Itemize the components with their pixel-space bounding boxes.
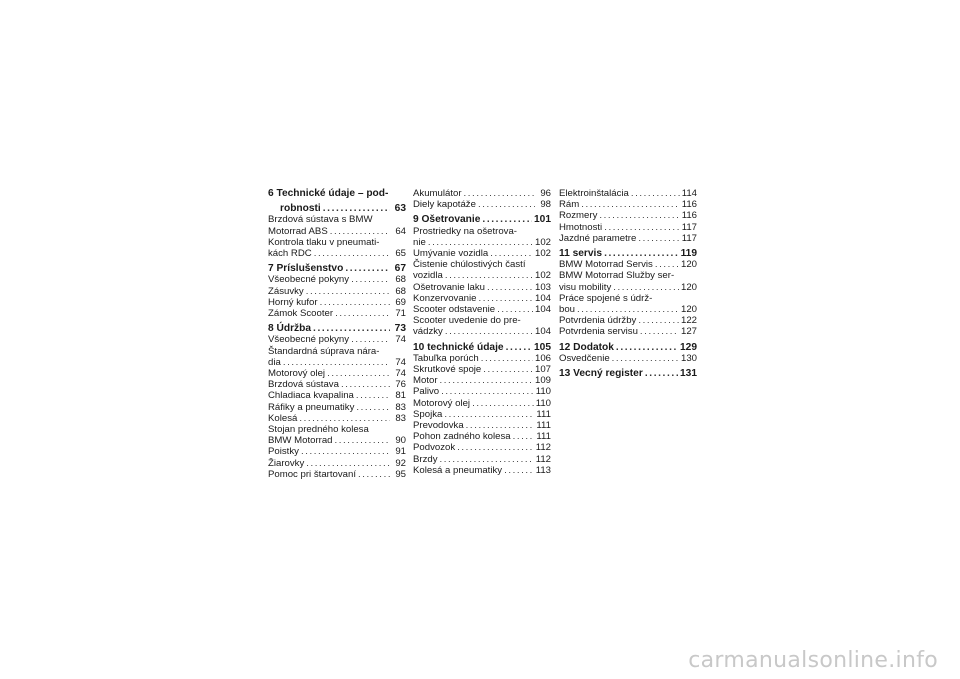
dot-leader	[314, 248, 390, 259]
entry-title: Scooter odstavenie	[413, 304, 496, 316]
dot-leader	[356, 402, 390, 413]
entry-title: Zásuvky	[268, 285, 304, 297]
entry-title: dia	[268, 356, 281, 368]
dot-leader	[616, 342, 678, 353]
dot-leader	[645, 368, 678, 379]
toc-entry[interactable]	[559, 353, 697, 364]
dot-leader	[613, 282, 679, 293]
dot-leader	[444, 409, 534, 420]
toc-entry[interactable]	[413, 326, 551, 337]
dot-leader	[457, 442, 534, 453]
dot-leader	[513, 431, 535, 442]
toc-entry[interactable]	[413, 386, 551, 397]
chapter-entry[interactable]	[559, 342, 697, 353]
page-number: 103	[534, 281, 551, 293]
page-number: 131	[680, 368, 697, 380]
dot-leader	[638, 233, 679, 244]
page-number: 63	[394, 203, 406, 215]
page-number: 104	[534, 304, 551, 316]
chapter-entry[interactable]	[268, 323, 406, 334]
dot-leader	[481, 353, 533, 364]
page-number: 67	[394, 263, 406, 275]
entry-title: 13 Vecný register	[559, 368, 643, 380]
toc-column-3	[559, 188, 697, 379]
toc-entry[interactable]	[559, 259, 697, 270]
dot-leader	[306, 286, 390, 297]
page-number: 71	[395, 308, 406, 320]
dot-leader	[478, 199, 535, 210]
entry-title: Spojka	[413, 408, 443, 420]
page-number: 69	[395, 296, 406, 308]
dot-leader	[301, 446, 390, 457]
page-number: 122	[680, 315, 697, 327]
page-number: 102	[534, 270, 551, 282]
toc-entry[interactable]	[559, 188, 697, 199]
entry-title: Elektroinštalácia	[559, 188, 629, 199]
dot-leader	[445, 326, 533, 337]
dot-leader	[299, 413, 390, 424]
toc-entry[interactable]	[413, 293, 551, 304]
entry-title: Jazdné parametre	[559, 232, 637, 244]
page-number: 120	[680, 281, 697, 293]
entry-title: Diely kapotáže	[413, 199, 476, 211]
toc-column-2	[413, 188, 551, 476]
toc-entry[interactable]	[268, 297, 406, 308]
toc-entry-text: Prostriedky na ošetrova-	[413, 225, 517, 237]
page-number: 129	[680, 341, 697, 353]
toc-entry[interactable]	[559, 304, 697, 315]
entry-title: Motor	[413, 375, 438, 387]
page-number: 73	[394, 323, 406, 335]
toc-entry[interactable]	[413, 304, 551, 315]
page-number: 74	[395, 334, 406, 346]
entry-title: Zámok Scooter	[268, 308, 334, 320]
page-number: 127	[680, 326, 697, 338]
dot-leader	[504, 465, 534, 476]
page-number: 83	[395, 412, 406, 424]
watermark: carmanualsonline.info	[688, 648, 938, 673]
entry-title: bou	[559, 304, 576, 316]
page-number: 111	[536, 408, 551, 420]
page-number: 116	[681, 199, 697, 211]
toc-entry[interactable]	[268, 286, 406, 297]
toc-entry[interactable]	[413, 248, 551, 259]
entry-title: Kolesá	[268, 412, 298, 424]
toc-entry[interactable]	[268, 368, 406, 379]
dot-leader	[335, 435, 390, 446]
toc-entry[interactable]	[413, 409, 551, 420]
toc-entry[interactable]	[413, 282, 551, 293]
toc-entry-text: Stojan predného kolesa	[268, 424, 369, 436]
toc-column-1	[268, 188, 406, 480]
toc-entry[interactable]	[413, 420, 551, 431]
toc-entry[interactable]	[268, 226, 406, 237]
toc-entry[interactable]	[559, 326, 697, 337]
page-number: 102	[534, 248, 551, 260]
dot-leader	[356, 390, 390, 401]
entry-title: Horný kufor	[268, 296, 318, 308]
dot-leader	[577, 304, 679, 315]
page-number: 65	[395, 248, 406, 260]
toc-entry-text: Práce spojené s údrž-	[559, 292, 653, 304]
toc-entry[interactable]	[268, 248, 406, 259]
page-number: 107	[534, 364, 551, 376]
dot-leader	[440, 375, 533, 386]
entry-title: Umývanie vozidla	[413, 248, 489, 260]
toc-entry[interactable]	[268, 308, 406, 319]
dot-leader	[313, 323, 390, 334]
dot-leader	[466, 420, 535, 431]
entry-title: Motorrad ABS	[268, 225, 328, 237]
dot-leader	[335, 308, 390, 319]
entry-title: Skrutkové spoje	[413, 364, 482, 376]
entry-title: Tabuľka porúch	[413, 352, 479, 364]
toc-entry[interactable]	[268, 379, 406, 390]
entry-title: 8 Údržba	[268, 323, 312, 335]
entry-title: Kolesá a pneumatiky	[413, 464, 503, 476]
dot-leader	[283, 357, 390, 368]
dot-leader	[483, 364, 533, 375]
dot-leader	[464, 188, 535, 199]
page-number: 130	[680, 352, 697, 364]
chapter-entry[interactable]	[413, 342, 551, 353]
entry-title: nie	[413, 236, 426, 248]
page-number: 74	[395, 368, 406, 380]
dot-leader	[640, 326, 679, 337]
entry-title: Akumulátor	[413, 188, 462, 199]
toc-entry[interactable]	[268, 357, 406, 368]
toc-entry[interactable]	[559, 210, 697, 221]
toc-entry[interactable]	[268, 402, 406, 413]
toc-entry[interactable]	[413, 270, 551, 281]
toc-entry[interactable]	[268, 390, 406, 401]
toc-entry[interactable]	[413, 454, 551, 465]
page-number: 112	[535, 453, 551, 465]
entry-title: Pohon zadného kolesa	[413, 431, 511, 443]
page-number: 117	[681, 232, 697, 244]
dot-leader	[440, 454, 534, 465]
dot-leader	[330, 226, 390, 237]
entry-title: Podvozok	[413, 442, 456, 454]
page-number: 90	[395, 435, 406, 447]
page-number: 96	[540, 188, 551, 199]
dot-leader	[428, 237, 533, 248]
toc-entry[interactable]	[413, 199, 551, 210]
entry-title: Potvrdenia údržby	[559, 315, 637, 327]
dot-leader	[472, 398, 534, 409]
toc-entry[interactable]	[413, 237, 551, 248]
entry-title: BMW Motorrad Servis	[559, 259, 653, 271]
entry-title: Všeobecné pokyny	[268, 334, 350, 346]
toc-entry[interactable]	[268, 446, 406, 457]
page-number: 111	[536, 420, 551, 432]
entry-title: Prevodovka	[413, 420, 464, 432]
toc-entry-text: Scooter uvedenie do pre-	[413, 315, 521, 327]
toc-entry[interactable]	[413, 353, 551, 364]
page-number: 109	[534, 375, 551, 387]
dot-leader	[604, 248, 679, 259]
entry-title: Osvedčenie	[559, 352, 610, 364]
entry-title: Chladiaca kvapalina	[268, 390, 354, 402]
dot-leader	[478, 293, 533, 304]
toc-entry[interactable]	[413, 375, 551, 386]
entry-title: robnosti	[280, 203, 321, 215]
toc-entry[interactable]	[559, 282, 697, 293]
chapter-entry[interactable]	[268, 203, 406, 214]
entry-title: kách RDC	[268, 248, 312, 260]
entry-title: 7 Príslušenstvo	[268, 263, 344, 275]
entry-title: Pomoc pri štartovaní	[268, 468, 356, 480]
entry-title: Potvrdenia servisu	[559, 326, 638, 338]
page-number: 98	[540, 199, 551, 211]
dot-leader	[320, 297, 390, 308]
entry-title: Palivo	[413, 386, 440, 398]
dot-leader	[655, 259, 679, 270]
toc-entry[interactable]	[268, 413, 406, 424]
toc-entry[interactable]	[268, 435, 406, 446]
entry-title: 10 technické údaje	[413, 341, 504, 353]
toc-entry-text: Štandardná súprava nára-	[268, 345, 380, 357]
toc-entry[interactable]	[268, 274, 406, 285]
page-number: 119	[680, 248, 697, 260]
page-number: 104	[534, 292, 551, 304]
entry-title: Rám	[559, 199, 580, 211]
toc-entry[interactable]	[268, 334, 406, 345]
dot-leader	[581, 199, 679, 210]
dot-leader	[506, 342, 532, 353]
dot-leader	[599, 210, 679, 221]
toc-entry[interactable]	[268, 458, 406, 469]
entry-title: Konzervovanie	[413, 292, 477, 304]
entry-title: BMW Motorrad	[268, 435, 333, 447]
toc-entry[interactable]	[413, 364, 551, 375]
toc-entry-text: Kontrola tlaku v pneumati-	[268, 236, 380, 248]
chapter-entry[interactable]	[413, 214, 551, 225]
page-number: 104	[534, 326, 551, 338]
entry-title: Brzdy	[413, 453, 438, 465]
entry-title: vádzky	[413, 326, 443, 338]
page-number: 110	[535, 397, 551, 409]
dot-leader	[604, 222, 680, 233]
dot-leader	[306, 458, 390, 469]
entry-title: 12 Dodatok	[559, 341, 614, 353]
toc-entry[interactable]	[413, 442, 551, 453]
toc-entry[interactable]	[413, 398, 551, 409]
page-number: 74	[395, 356, 406, 368]
page-number: 81	[395, 390, 406, 402]
entry-title: Ráfiky a pneumatiky	[268, 401, 355, 413]
entry-title: Žiarovky	[268, 457, 305, 469]
entry-title: Poistky	[268, 446, 299, 458]
toc-entry[interactable]	[413, 431, 551, 442]
page-number: 120	[680, 259, 697, 271]
page-number: 91	[395, 446, 406, 458]
page-number: 76	[395, 379, 406, 391]
page-number: 101	[534, 214, 551, 226]
dot-leader	[441, 386, 534, 397]
page-number: 111	[536, 431, 551, 443]
toc-entry[interactable]	[559, 199, 697, 210]
entry-title: Všeobecné pokyny	[268, 274, 350, 286]
toc-entry[interactable]	[559, 315, 697, 326]
page-number: 106	[534, 352, 551, 364]
page-number: 113	[535, 464, 551, 476]
toc-entry[interactable]	[413, 188, 551, 199]
dot-leader	[327, 368, 390, 379]
dot-leader	[490, 248, 533, 259]
toc-entry[interactable]	[559, 222, 697, 233]
page-number: 102	[534, 236, 551, 248]
toc-entry-text: Brzdová sústava s BMW	[268, 214, 373, 226]
dot-leader	[487, 282, 533, 293]
page-number: 120	[680, 304, 697, 316]
toc-entry[interactable]	[268, 469, 406, 480]
page-number: 95	[395, 468, 406, 480]
entry-title: 11 servis	[559, 248, 603, 260]
entry-title: Hmotnosti	[559, 221, 603, 233]
entry-title: Brzdová sústava	[268, 379, 339, 391]
dot-leader	[445, 270, 533, 281]
page-number: 117	[681, 221, 697, 233]
dot-leader	[323, 203, 390, 214]
page-number: 116	[681, 210, 697, 222]
entry-title: Motorový olej	[268, 368, 326, 380]
dot-leader	[358, 469, 390, 480]
chapter-heading: 6 Technické údaje – pod-	[268, 188, 389, 199]
dot-leader	[497, 304, 533, 315]
dot-leader	[631, 188, 680, 199]
page-number: 105	[534, 341, 551, 353]
dot-leader	[341, 379, 390, 390]
toc-entry-text: Čistenie chúlostivých častí	[413, 259, 526, 271]
page-number: 64	[395, 225, 406, 237]
entry-title: Motorový olej	[413, 397, 471, 409]
entry-title: 9 Ošetrovanie	[413, 214, 481, 226]
chapter-entry[interactable]	[268, 263, 406, 274]
dot-leader	[351, 334, 390, 345]
entry-title: visu mobility	[559, 281, 612, 293]
dot-leader	[638, 315, 679, 326]
dot-leader	[345, 263, 390, 274]
page-number: 83	[395, 401, 406, 413]
entry-title: Rozmery	[559, 210, 598, 222]
page-number: 68	[395, 274, 406, 286]
chapter-entry[interactable]	[559, 248, 697, 259]
toc-entry[interactable]	[413, 465, 551, 476]
entry-title: vozidla	[413, 270, 443, 282]
dot-leader	[612, 353, 679, 364]
dot-leader	[482, 214, 532, 225]
entry-title: Ošetrovanie laku	[413, 281, 485, 293]
chapter-entry[interactable]	[559, 368, 697, 379]
toc-entry[interactable]	[559, 233, 697, 244]
page-number: 68	[395, 285, 406, 297]
page-number: 110	[535, 386, 551, 398]
page-number: 112	[535, 442, 551, 454]
page-number: 114	[681, 188, 697, 199]
page-number: 92	[395, 457, 406, 469]
toc-entry-text: BMW Motorrad Služby ser-	[559, 270, 675, 282]
dot-leader	[351, 274, 390, 285]
